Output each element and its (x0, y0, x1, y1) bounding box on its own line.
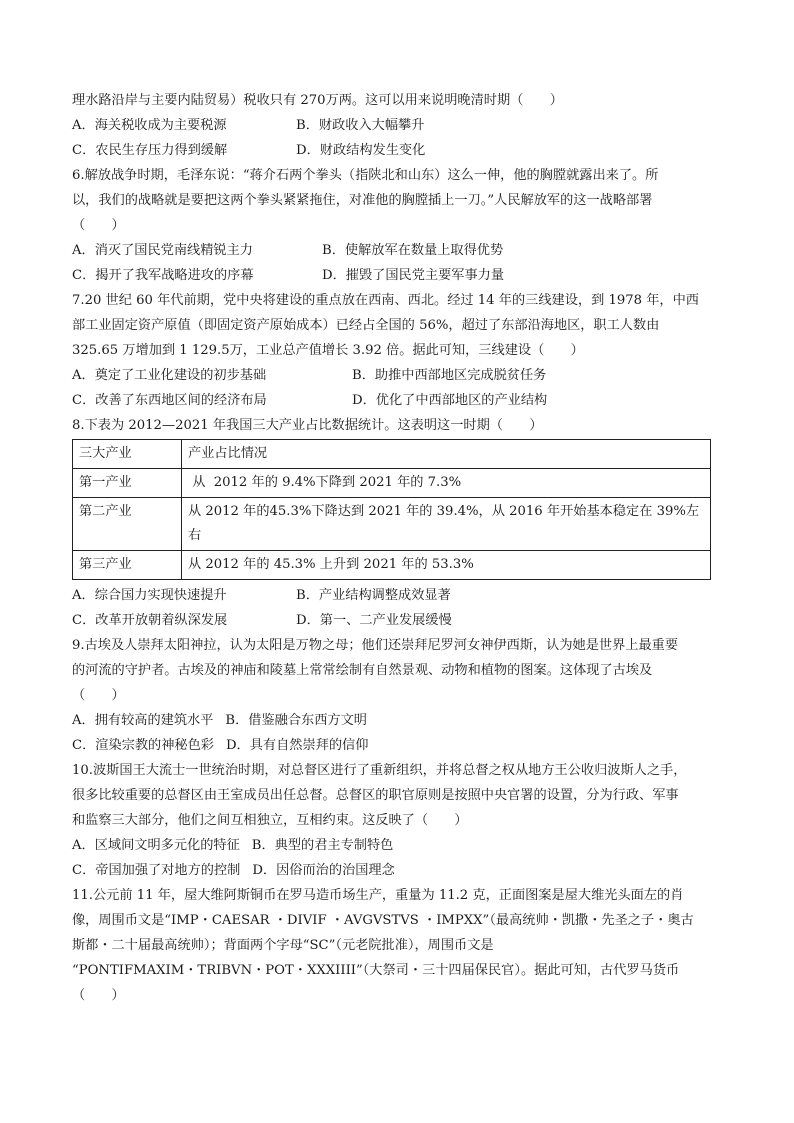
table-row (73, 551, 711, 580)
q8-option-a: A．综合国力实现快速提升 (72, 588, 227, 603)
q10-options-row1 (72, 833, 722, 858)
q6-options-row1 (72, 238, 722, 263)
industry-share-table (72, 439, 711, 580)
q10-option-a: A．区域间文明多元化的特征 (72, 838, 240, 853)
q5-options-row2 (72, 138, 722, 163)
table-cell: 从 2012 年的 45.3% 上升到 2021 年的 53.3% (182, 551, 711, 580)
q10-option-d: D．因俗而治的治国理念 (252, 863, 395, 878)
table-cell: 从 2012 年的 9.4%下降到 2021 年的 7.3% (182, 469, 711, 498)
q5-options-row1 (72, 113, 722, 138)
q10-option-c: C．帝国加强了对地方的控制 (72, 863, 241, 878)
q8-option-d: D．第一、二产业发展缓慢 (296, 613, 452, 628)
q5-option-b: B．财政收入大幅攀升 (296, 118, 425, 133)
q10-stem-2: 很多比较重要的总督区由王室成员出任总督。总督区的职官原则是按照中央官署的设置，分为行政、军事 (72, 788, 679, 803)
table-cell: 从 2012 年的45.3%下降达到 2021 年的 39.4%，从 2016 年开始基本稳定在 39%左右 (182, 498, 711, 551)
exam-page (72, 88, 722, 1008)
q8-option-c: C．改革开放朝着纵深发展 (72, 613, 228, 628)
q7-stem-2: 部工业固定资产原值（即固定资产原始成本）已经占全国的 56%，超过了东部沿海地区，职工人数由 (72, 318, 660, 333)
q7-option-b: B．助推中西部地区完成脱贫任务 (352, 368, 547, 383)
q5-option-a: A．海关税收成为主要税源 (72, 118, 227, 133)
q9-options-row2 (72, 733, 722, 758)
q7-stem-1: 7.20 世纪 60 年代前期，党中央将建设的重点放在西南、西北。经过 14 年的三线建设，到 1978 年，中西 (72, 293, 699, 308)
q7-options-row2 (72, 388, 722, 413)
q6-stem-1: 6.解放战争时期，毛泽东说：“蒋介石两个拳头（指陕北和山东）这么一伸，他的胸膛就露出来了。所 (72, 168, 659, 183)
table-cell: 第一产业 (73, 469, 182, 498)
q6-stem-3: （ ） (72, 218, 125, 233)
q11-stem-4: “PONTIFMAXIM・TRIBVN・POT・XXXIIII”（大祭司・三十四届保民官）。据此可知，古代罗马货币 (72, 963, 680, 978)
q10-options-row2 (72, 858, 722, 883)
q9-options-row1 (72, 708, 722, 733)
q6-stem-2: 以，我们的战略就是要把这两个拳头紧紧拖住，对准他的胸膛插上一刀。”人民解放军的这一战略部署 (72, 193, 653, 208)
q8-option-b: B．产业结构调整成效显著 (296, 588, 451, 603)
q6-option-c: C．揭开了我军战略进攻的序幕 (72, 268, 254, 283)
table-cell: 第三产业 (73, 551, 182, 580)
q5-option-c: C．农民生存压力得到缓解 (72, 143, 228, 158)
q5-stem-tail: 理水路沿岸与主要内陆贸易）税收只有 270万两。这可以用来说明晚清时期（ ） (72, 93, 563, 108)
q6-option-d: D．摧毁了国民党主要军事力量 (322, 268, 505, 283)
q9-option-b: B．借鉴融合东西方文明 (225, 713, 367, 728)
q10-option-b: B．典型的君主专制特色 (251, 838, 394, 853)
q7-option-d: D．优化了中西部地区的产业结构 (352, 393, 548, 408)
q8-options-row1 (72, 583, 722, 608)
table-row (73, 469, 711, 498)
table-header-row (73, 440, 711, 469)
q8-stem-1: 8.下表为 2012—2021 年我国三大产业占比数据统计。这表明这一时期（ ） (72, 418, 543, 433)
q5-option-d: D．财政结构发生变化 (296, 143, 426, 158)
q7-option-c: C．改善了东西地区间的经济布局 (72, 393, 267, 408)
q9-stem-2: 的河流的守护者。古埃及的神庙和陵墓上常常绘制有自然景观、动物和植物的图案。这体现了古埃及 (72, 663, 653, 678)
q11-stem-3: 斯都・二十届最高统帅）；背面两个字母“SC”（元老院批准），周围币文是 (72, 938, 494, 953)
q6-option-a: A．消灭了国民党南线精锐主力 (72, 243, 253, 258)
q11-stem-2: 像，周围币文是“IMP・CAESAR ・DIVIF ・AVGVSTVS ・IMPXX”（最高统帅・凯撒・先圣之子・奥古 (72, 913, 694, 928)
q9-stem-1: 9.古埃及人崇拜太阳神拉，认为太阳是万物之母；他们还崇拜尼罗河女神伊西斯，认为她是世界上最重要 (72, 638, 679, 653)
table-row (73, 498, 711, 551)
q7-option-a: A．奠定了工业化建设的初步基础 (72, 368, 267, 383)
q7-options-row1 (72, 363, 722, 388)
q10-stem-1: 10.波斯国王大流士一世统治时期，对总督区进行了重新组织，并将总督之权从地方王公收归波斯人之手， (72, 763, 687, 778)
q6-options-row2 (72, 263, 722, 288)
q9-option-a: A．拥有较高的建筑水平 (72, 713, 214, 728)
q9-option-d: D．具有自然崇拜的信仰 (225, 738, 369, 753)
q9-stem-3: （ ） (72, 688, 125, 703)
q6-option-b: B．使解放军在数量上取得优势 (322, 243, 504, 258)
table-header-cell: 产业占比情况 (182, 440, 711, 469)
q7-stem-3: 325.65 万增加到 1 129.5万，工业总产值增长 3.92 倍。据此可知，三线建设（ ） (72, 343, 584, 358)
table-cell: 第二产业 (73, 498, 182, 551)
table-header-cell: 三大产业 (73, 440, 182, 469)
q11-stem-1: 11.公元前 11 年，屋大维阿斯铜币在罗马造币场生产，重量为 11.2 克，正面图案是屋大维光头面左的肖 (72, 888, 684, 903)
q8-options-row2 (72, 608, 722, 633)
q9-option-c: C．渲染宗教的神秘色彩 (72, 738, 214, 753)
q10-stem-3: 和监察三大部分，他们之间互相独立，互相约束。这反映了（ ） (72, 813, 468, 828)
q11-stem-5: （ ） (72, 988, 125, 1003)
